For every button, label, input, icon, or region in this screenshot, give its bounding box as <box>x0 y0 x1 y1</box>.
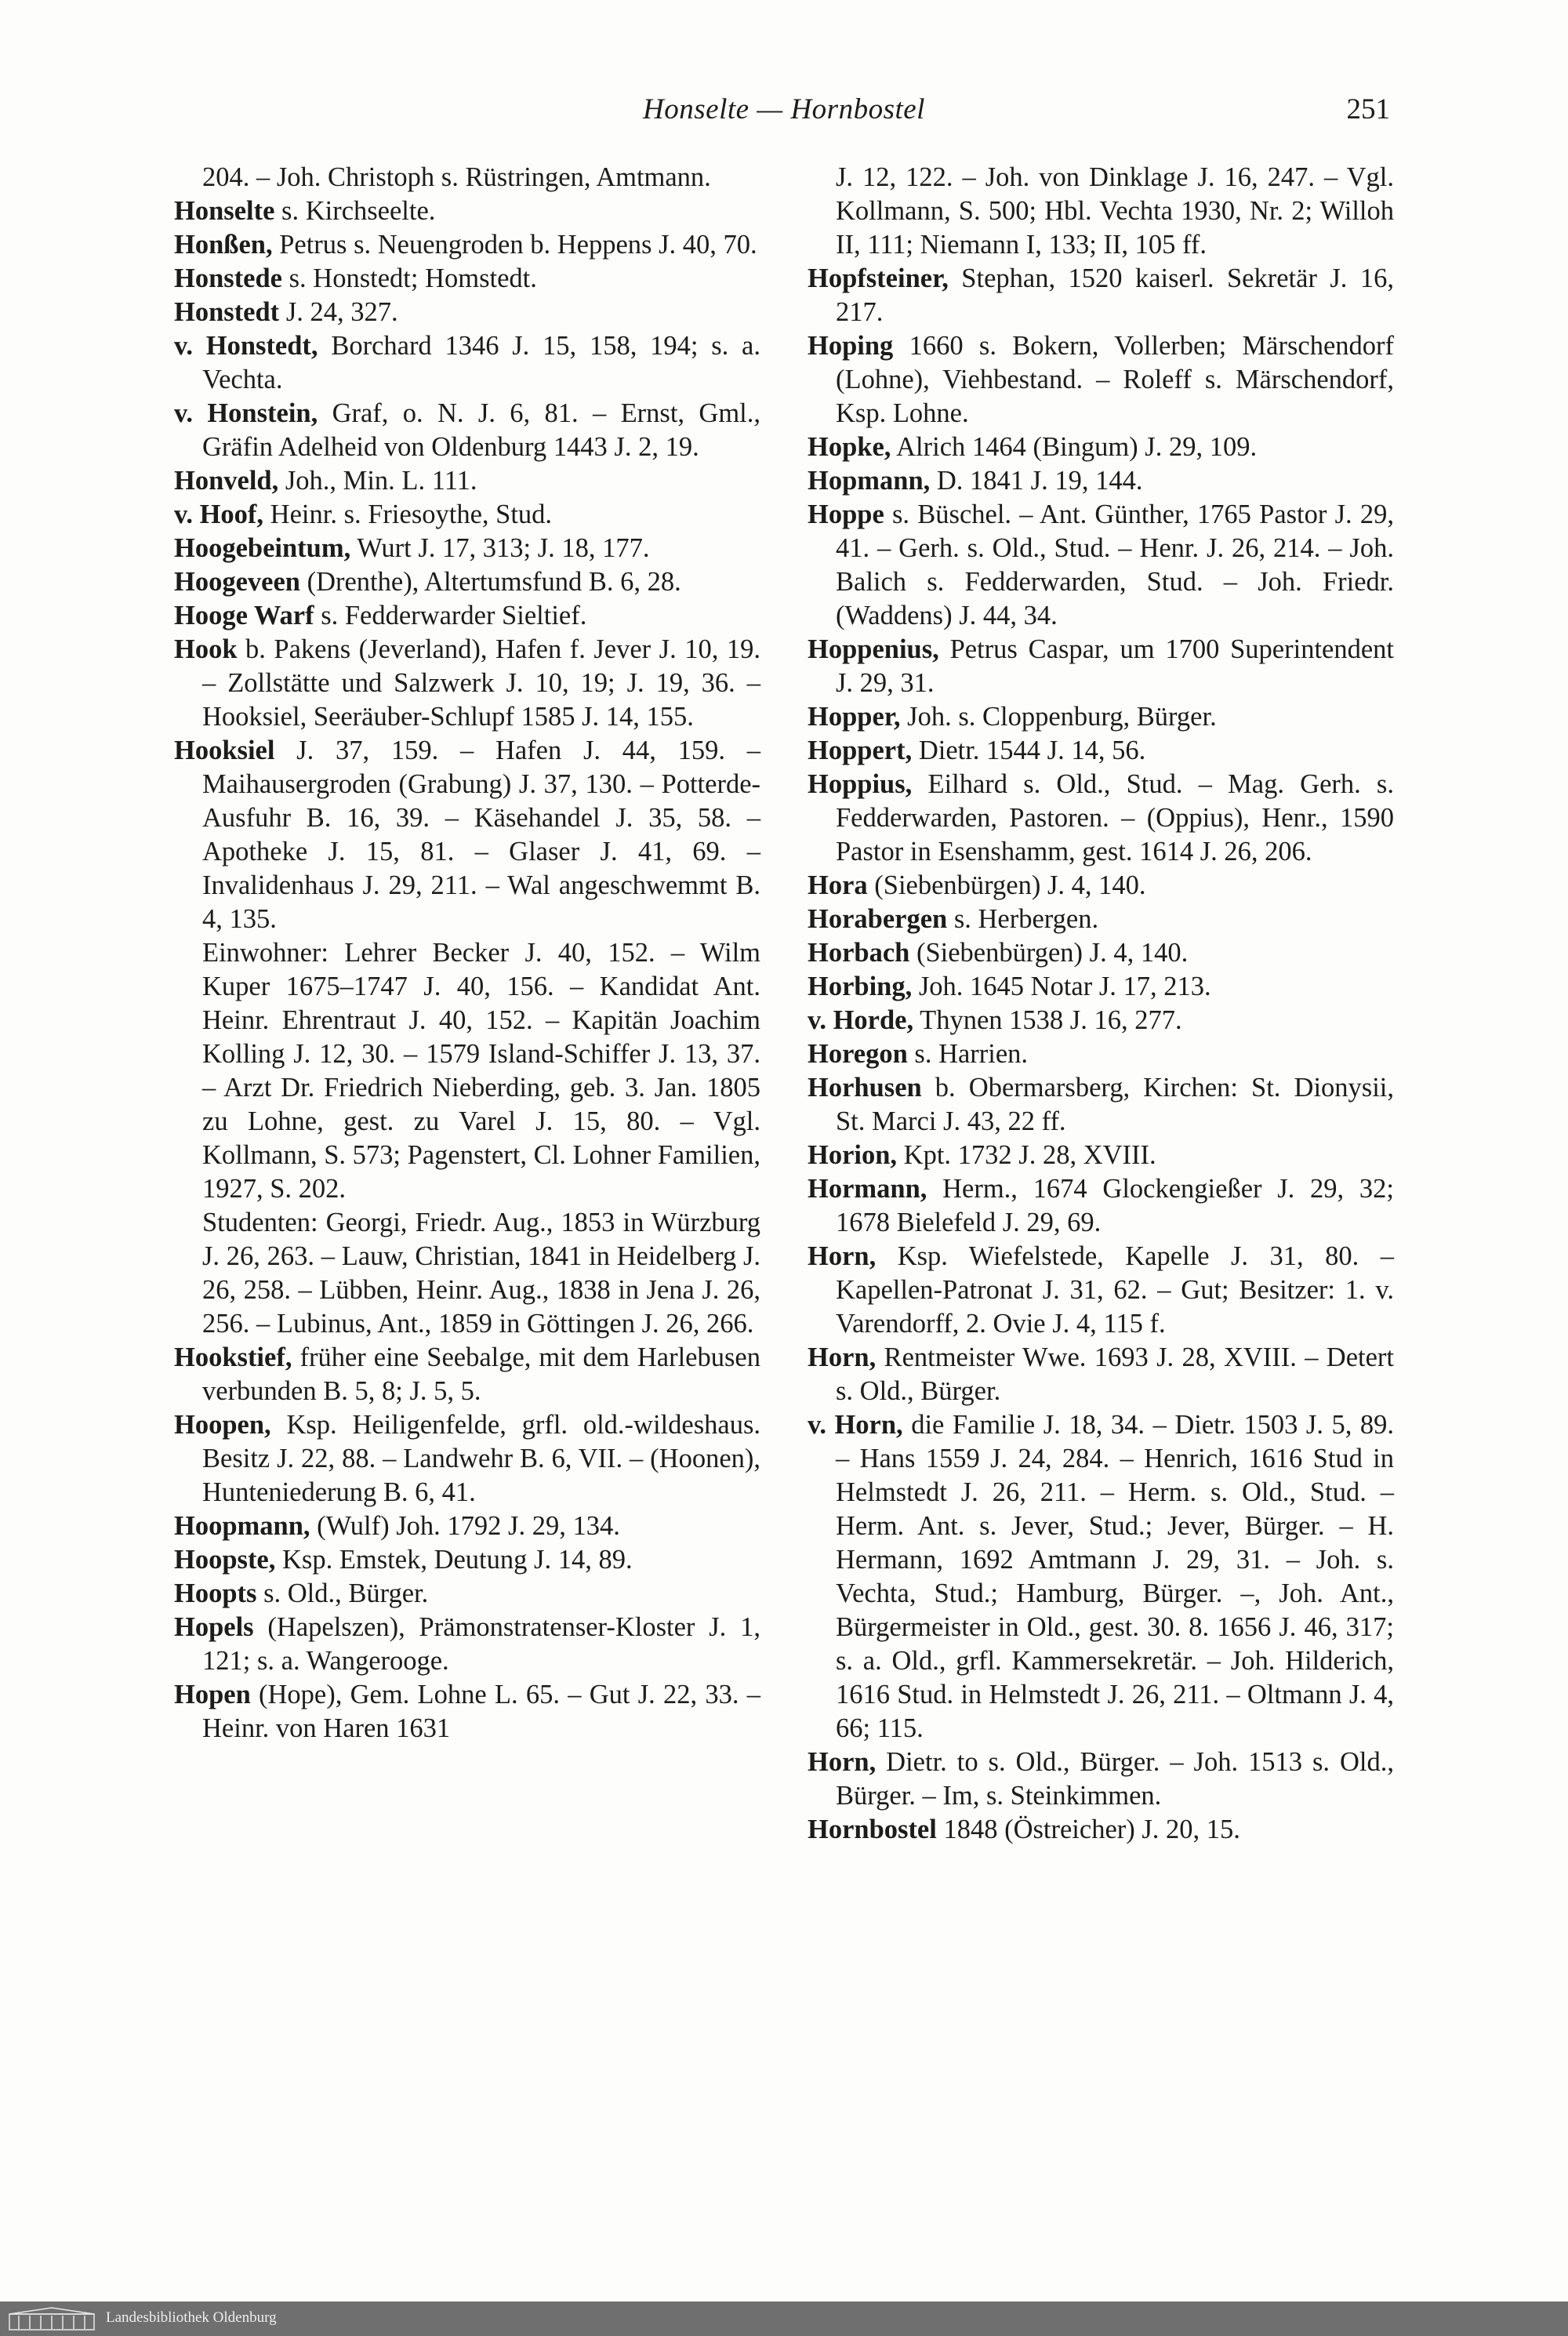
entry-text: Joh. s. Cloppenburg, Bürger. <box>900 702 1217 732</box>
index-entry <box>808 464 1394 498</box>
entry-text: Heinr. s. Friesoythe, Stud. <box>263 500 553 529</box>
entry-text: Joh., Min. L. 111. <box>278 466 477 496</box>
index-entry <box>808 633 1394 700</box>
entry-text: früher eine Seebalge, mit dem Harlebusen verbunden B. 5, 8; J. 5, 5. <box>202 1342 760 1406</box>
entry-text: (Hope), Gem. Lohne L. 65. – Gut J. 22, 33. – Heinr. von Haren 1631 <box>202 1680 760 1743</box>
entry-text: Thynen 1538 J. 16, 277. <box>913 1005 1182 1035</box>
entry-lemma: v. Horde, <box>808 1005 914 1035</box>
entry-lemma: v. Honstedt, <box>174 331 318 361</box>
index-entry <box>174 633 760 734</box>
entry-text: s. Harrien. <box>907 1039 1029 1069</box>
entry-lemma: Hopfsteiner, <box>808 263 949 293</box>
entry-lemma: Honveld, <box>174 466 279 496</box>
index-entry <box>808 1408 1394 1746</box>
entry-text: (Siebenbürgen) J. 4, 140. <box>909 938 1189 968</box>
entry-lemma: Horn, <box>808 1747 877 1777</box>
entry-text: s. Old., Bürger. <box>256 1579 429 1608</box>
entry-lemma: Hormann, <box>808 1174 927 1204</box>
entry-text: Dietr. to s. Old., Bürger. – Joh. 1513 s. Old., Bürger. – Im, s. Steinkimmen. <box>836 1747 1394 1811</box>
index-entry <box>174 397 760 464</box>
entry-lemma: Horbach <box>808 938 910 968</box>
entry-lemma: Hoppert, <box>808 736 913 765</box>
entry-text: Alrich 1464 (Bingum) J. 29, 109. <box>891 432 1258 462</box>
entry-text: s. Honstedt; Homstedt. <box>282 263 537 293</box>
entry-lemma: Horn, <box>808 1342 877 1372</box>
entry-text: Petrus Caspar, um 1700 Superintendent J. 29, 31. <box>836 634 1394 698</box>
index-entry <box>808 1240 1394 1341</box>
entry-text: s. Herbergen. <box>947 904 1099 934</box>
entry-lemma: Hoping <box>808 331 894 361</box>
index-entry <box>174 565 760 599</box>
entry-text: J. 24, 327. <box>279 297 398 327</box>
index-entry <box>808 700 1394 734</box>
entry-lemma: Horhusen <box>808 1073 922 1103</box>
page-number: 251 <box>1346 93 1390 125</box>
entry-lemma: Horabergen <box>808 904 948 934</box>
entry-lemma: Horn, <box>808 1241 877 1271</box>
entry-text: Wurt J. 17, 313; J. 18, 177. <box>350 533 650 563</box>
entry-lemma: Hoppe <box>808 500 884 529</box>
entry-lemma: Honselte <box>174 196 275 226</box>
entry-text: (Wulf) Joh. 1792 J. 29, 134. <box>310 1511 620 1541</box>
entry-text: Borchard 1346 J. 15, 158, 194; s. a. Vechta. <box>202 331 760 394</box>
entry-text: Ksp. Heiligenfelde, grfl. old.-wildeshaus. Besitz J. 22, 88. – Landwehr B. 6, VII. – (Hoonen), Hunteniederung B. 6, 41. <box>202 1410 760 1507</box>
index-entry-continuation <box>174 936 760 1206</box>
entry-text: Joh. 1645 Notar J. 17, 213. <box>912 972 1211 1001</box>
index-entry <box>174 1408 760 1509</box>
index-entry <box>174 498 760 532</box>
index-entry <box>808 1746 1394 1813</box>
entry-text: Petrus s. Neuengroden b. Heppens J. 40, 70. <box>272 230 757 260</box>
entry-text: s. Büschel. – Ant. Günther, 1765 Pastor J. 29, 41. – Gerh. s. Old., Stud. – Henr. J. 26, 214. – Joh. Balich s. Fedderwarden, Stud. – Joh. Friedr. (Waddens) J. 44, 34. <box>836 500 1394 630</box>
index-entry <box>174 329 760 397</box>
index-entry <box>174 1509 760 1543</box>
entry-text: Ksp. Wiefelstede, Kapelle J. 31, 80. – Kapellen-Patronat J. 31, 62. – Gut; Besitzer: 1. v. Varendorff, 2. Ovie J. 4, 115 f. <box>836 1241 1394 1339</box>
left-column <box>174 161 760 1746</box>
entry-text: Ksp. Emstek, Deutung J. 14, 89. <box>275 1545 633 1575</box>
index-entry <box>808 768 1394 869</box>
index-entry <box>808 431 1394 464</box>
entry-text: Einwohner: Lehrer Becker J. 40, 152. – Wilm Kuper 1675–1747 J. 40, 156. – Kandidat Ant. Heinr. Ehrentraut J. 40, 152. – Kapitän Joachim Kolling J. 12, 30. – 1579 Island-Schiffer J. 13, 37. – Arzt Dr. Friedrich Nieberding, geb. 3. Jan. 1805 zu Lohne, gest. zu Varel J. 15, 80. – Vgl. Kollmann, S. 573; Pagenstert, Cl. Lohner Familien, 1927, S. 202. <box>202 938 760 1204</box>
entry-lemma: Hoopste, <box>174 1545 276 1575</box>
page-header <box>0 93 1568 140</box>
entry-text: Eilhard s. Old., Stud. – Mag. Gerh. s. Fedderwarden, Pastoren. – (Oppius), Henr., 1590 Pastor in Esenshamm, gest. 1614 J. 26, 206. <box>836 769 1394 866</box>
entry-lemma: Hookstief, <box>174 1342 292 1372</box>
index-entry-continuation <box>174 1206 760 1341</box>
index-entry <box>808 1341 1394 1408</box>
entry-lemma: Hoogeveen <box>174 567 300 597</box>
entry-lemma: v. Horn, <box>808 1410 903 1440</box>
index-entry <box>174 1577 760 1611</box>
index-entry <box>808 1813 1394 1847</box>
entry-text: b. Pakens (Jeverland), Hafen f. Jever J. 10, 19. – Zollstätte und Salzwerk J. 10, 19; J. 19, 36. – Hooksiel, Seeräuber-Schlupf 1585 J. 14, 155. <box>202 634 760 732</box>
entry-lemma: Hopke, <box>808 432 891 462</box>
index-entry <box>174 1341 760 1408</box>
entry-text: Rentmeister Wwe. 1693 J. 28, XVIII. – Detert s. Old., Bürger. <box>836 1342 1394 1406</box>
index-entry <box>174 532 760 565</box>
entry-lemma: Hopmann, <box>808 466 931 496</box>
entry-lemma: Horegon <box>808 1039 908 1069</box>
footer-library-name: Landesbibliothek Oldenburg <box>106 2309 277 2326</box>
index-entry <box>808 1037 1394 1071</box>
index-entry <box>174 599 760 633</box>
entry-text: b. Obermarsberg, Kirchen: St. Dionysii, St. Marci J. 43, 22 ff. <box>836 1073 1394 1136</box>
entry-lemma: Hora <box>808 870 868 900</box>
index-entry <box>174 1611 760 1678</box>
index-entry <box>174 734 760 936</box>
footer-bar <box>0 2301 1568 2336</box>
entry-lemma: Hoogebeintum, <box>174 533 351 563</box>
entry-lemma: Honstede <box>174 263 282 293</box>
index-entry <box>808 1004 1394 1037</box>
entry-text: die Familie J. 18, 34. – Dietr. 1503 J. 5, 89. – Hans 1559 J. 24, 284. – Henrich, 1616 Stud in Helmstedt J. 26, 211. – Herm. s. Old., Stud. – Herm. Ant. s. Jever, Stud.; Jever, Bürger. – H. Hermann, 1692 Amtmann J. 29, 31. – Joh. s. Vechta, Stud.; Hamburg, Bürger. –, Joh. Ant., Bürgermeister in Old., gest. 30. 8. 1656 J. 46, 317; s. a. Old., grfl. Kammersekretär. – Joh. Hilderich, 1616 Stud. in Helmstedt J. 26, 211. – Oltmann J. 4, 66; 115. <box>836 1410 1394 1743</box>
running-head: Honselte — Hornbostel <box>643 93 925 125</box>
index-entry <box>808 1071 1394 1139</box>
entry-text: Herm., 1674 Glockengießer J. 29, 32; 1678 Bielefeld J. 29, 69. <box>836 1174 1394 1237</box>
index-entry <box>174 228 760 262</box>
entry-lemma: Honßen, <box>174 230 273 260</box>
entry-text: s. Kirchseelte. <box>274 196 436 226</box>
entry-lemma: Hoopmann, <box>174 1511 310 1541</box>
index-entry <box>174 262 760 296</box>
index-entry <box>174 1678 760 1746</box>
entry-text: Kpt. 1732 J. 28, XVIII. <box>897 1140 1156 1170</box>
index-entry <box>808 329 1394 431</box>
entry-lemma: Hoppenius, <box>808 634 939 664</box>
index-entry <box>808 936 1394 970</box>
index-entry <box>174 194 760 228</box>
entry-lemma: Honstedt <box>174 297 280 327</box>
index-entry <box>174 1543 760 1577</box>
index-entry <box>808 1139 1394 1172</box>
entry-text: (Drenthe), Altertumsfund B. 6, 28. <box>299 567 681 597</box>
entry-text: 1660 s. Bokern, Vollerben; Märschendorf (Lohne), Viehbestand. – Roleff s. Märschendorf, Ksp. Lohne. <box>836 331 1394 428</box>
entry-lemma: Hopen <box>174 1680 251 1709</box>
entry-lemma: Horion, <box>808 1140 898 1170</box>
entry-lemma: Hook <box>174 634 238 664</box>
entry-lemma: Hoopen, <box>174 1410 271 1440</box>
right-column <box>808 161 1394 1847</box>
entry-text: D. 1841 J. 19, 144. <box>930 466 1143 496</box>
index-entry <box>808 1172 1394 1240</box>
index-entry <box>808 498 1394 633</box>
index-entry <box>808 970 1394 1004</box>
entry-text: Graf, o. N. J. 6, 81. – Ernst, Gml., Gräfin Adelheid von Oldenburg 1443 J. 2, 19. <box>202 398 760 462</box>
entry-text: 204. – Joh. Christoph s. Rüstringen, Amtmann. <box>202 162 711 192</box>
index-entry-continuation <box>174 161 760 194</box>
entry-lemma: Hopels <box>174 1612 254 1642</box>
index-entry-continuation <box>808 161 1394 262</box>
entry-text: Stephan, 1520 kaiserl. Sekretär J. 16, 217. <box>836 263 1394 327</box>
entry-text: (Siebenbürgen) J. 4, 140. <box>867 870 1146 900</box>
entry-text: J. 37, 159. – Hafen J. 44, 159. – Maihausergroden (Grabung) J. 37, 130. – Potterde-Ausfuhr B. 16, 39. – Käsehandel J. 35, 58. – Apotheke J. 15, 81. – Glaser J. 41, 69. – Invalidenhaus J. 29, 211. – Wal angeschwemmt B. 4, 135. <box>202 736 760 934</box>
entry-text: 1848 (Östreicher) J. 20, 15. <box>936 1815 1240 1844</box>
entry-lemma: Hopper, <box>808 702 901 732</box>
entry-lemma: Hooksiel <box>174 736 275 765</box>
index-entry <box>808 262 1394 329</box>
entry-text: J. 12, 122. – Joh. von Dinklage J. 16, 247. – Vgl. Kollmann, S. 500; Hbl. Vechta 1930, Nr. 2; Willoh II, 111; Niemann I, 133; II, 105 ff. <box>836 162 1394 260</box>
index-entry <box>174 464 760 498</box>
entry-lemma: Hoopts <box>174 1579 257 1608</box>
entry-lemma: v. Honstein, <box>174 398 318 428</box>
entry-text: Studenten: Georgi, Friedr. Aug., 1853 in Würzburg J. 26, 263. – Lauw, Christian, 1841 in Heidelberg J. 26, 258. – Lübben, Heinr. Aug., 1838 in Jena J. 26, 256. – Lubinus, Ant., 1859 in Göttingen J. 26, 266. <box>202 1208 760 1339</box>
index-entry <box>174 296 760 329</box>
index-entry <box>808 869 1394 903</box>
entry-lemma: Hornbostel <box>808 1815 937 1844</box>
entry-text: s. Fedderwarder Sieltief. <box>314 601 587 630</box>
entry-lemma: v. Hoof, <box>174 500 264 529</box>
index-entry <box>808 734 1394 768</box>
entry-lemma: Horbing, <box>808 972 913 1001</box>
entry-lemma: Hooge Warf <box>174 601 314 630</box>
entry-text: Dietr. 1544 J. 14, 56. <box>912 736 1146 765</box>
library-building-icon <box>8 2306 96 2331</box>
entry-text: (Hapelszen), Prämonstratenser-Kloster J. 1, 121; s. a. Wangerooge. <box>202 1612 760 1676</box>
entry-lemma: Hoppius, <box>808 769 913 799</box>
index-entry <box>808 903 1394 936</box>
